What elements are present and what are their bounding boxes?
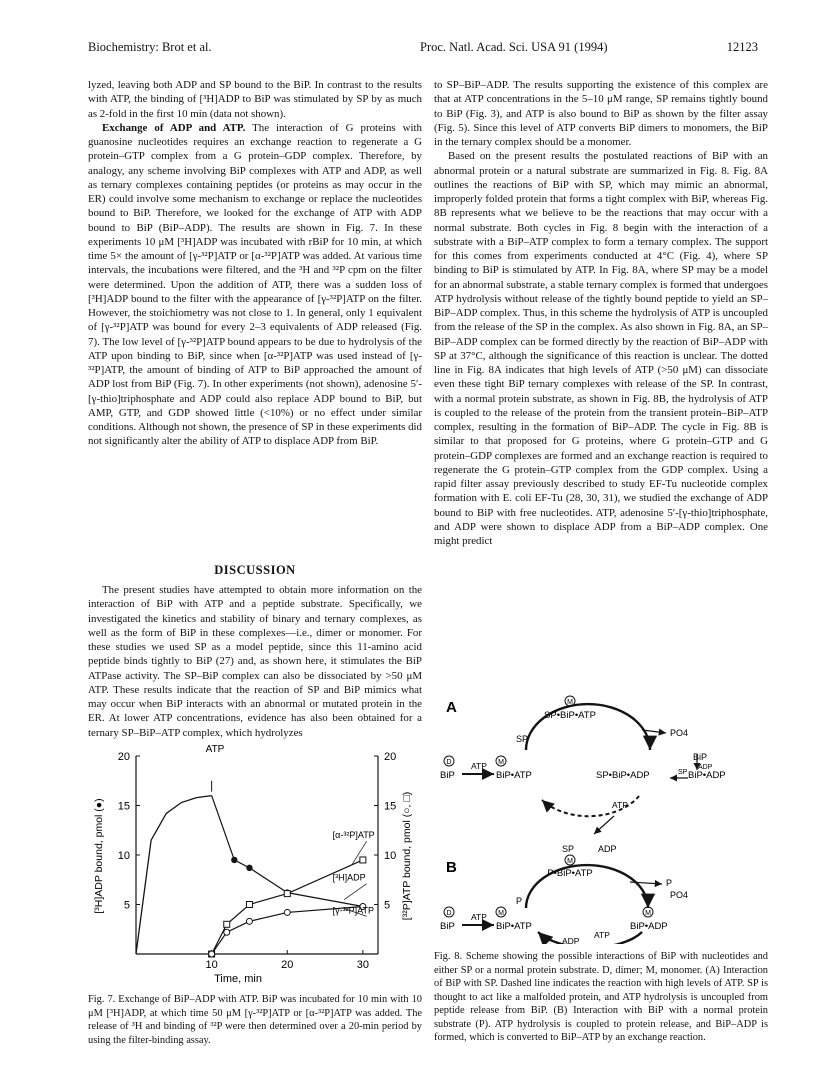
sp-side-label: SP <box>678 769 688 776</box>
page-number: 12123 <box>726 40 758 54</box>
product-po4: PO4 <box>670 890 689 900</box>
data-point-gamma-atp <box>224 929 230 935</box>
run-in-heading: Exchange of ADP and ATP. <box>102 121 246 134</box>
paragraph-text: The interaction of G proteins with guanosine nucleotides requires an exchange reaction to regenerate a G protein–GTP complex from a G protein–GDP complex. Therefore, by analogy, any scheme involving BiP complexes with ATP and ADP, as well as ternary complexes containing peptides (or proteins as may occur in the ER) could involve some mechanism to exchange or replace the nucleotides bound to BiP. Therefore, we looked for the exchange of ATP with ADP bound to BiP (BiP–ADP). The results are shown in Fig. 7. In these experiments 10 μM [³H]ADP was incubated with rBiP for 10 min, at which time 5× the amount of [γ-³²P]ATP or [α-³²P]ATP was added. At various time intervals, the incubations were filtered, and the ³H and ³²P cpm on the filter were determined. Upon the addition of ATP, there was a sudden loss of [³H]ADP bound to the filter with the appearance of [γ-³²P]ATP on the filter. However, the stoichiometry was not close to 1. In general, only 1 equivalent of [γ-³²P]ATP was bound for every 2–3 equivalents of ADP released (Fig. 7). The low level of [γ-³²P]ATP bound appears to be due to hydrolysis of the ATP upon binding to BiP, since when [α-³²P]ATP was used instead of [γ-³²P]ATP, the amount of binding of ATP to BiP approached the amount of ADP lost from BiP (Fig. 7). In other experiments (not shown), adenosine 5′-[γ-thio]triphosphate and ADP could also replace ADP bound to BiP, but AMP, GTP, and GDP showed little (<10%) or no effect under similar conditions. Although not shown, the presence of SP in these experiments did not significantly alter the ability of ATP to displace ADP from BiP. <box>88 121 422 448</box>
data-point-alpha-atp <box>246 902 252 908</box>
figure-8-scheme <box>434 686 768 944</box>
series-label-leader <box>344 884 366 900</box>
marker-m: M <box>498 759 504 766</box>
figure-7-caption: Fig. 7. Exchange of BiP–ADP with ATP. BiP was incubated for 10 min with 10 μM [³H]ADP, at which time 50 μM [γ-³²P]ATP or [α-³²P]ATP was added. The release of ³H and binding of ³²P were then determined over a 20-min period by using the filter-binding assay. <box>88 994 422 1046</box>
data-point-gamma-atp <box>284 909 290 915</box>
paragraph: Based on the present results the postulated reactions of BiP with an abnormal protein or a natural substrate are summarized in Fig. 8. Fig. 8A outlines the reactions of BiP with SP, which may mimic an abnormal, improperly folded protein that forms a tight complex with BiP, whereas Fig. 8B represents what we believe to be the reactions that may occur with a normal substrate. Both cycles in Fig. 8 begin with the interaction of a substrate with a BiP–ATP complex to form a ternary complex. The support for this comes from experiments conducted at 4°C (Fig. 4), where SP binding to BiP is stimulated by ATP. In Fig. 8A, where SP may be a model for an abnormal substrate, a stable ternary complex is formed that undergoes ATP hydrolysis without release of the tightly bound peptide to yield an SP–BiP–ADP complex. Thus, in this scheme the hydrolysis of ATP is uncoupled from the release of the SP in the complex. As also shown in Fig. 8A, an SP–BiP–ADP complex can be formed directly by the reaction of BiP–ADP with SP at 37°C, although the significance of this reaction is unclear. The dotted line in Fig. 8A indicates that high levels of ATP (>50 μM) can dissociate even these tight BiP ternary complexes with release of the SP. In contrast, with a normal protein substrate, as shown in Fig. 8B, the hydrolysis of ATP is coupled to the release of the protein from the transient protein–BiP–ATP complex, resulting in the formation of BiP–ADP. The cycle in Fig. 8B is similar to that proposed for G proteins, where G protein–GTP and G protein–GDP complexes are formed and an exchange reaction is required to regenerate the G protein–GTP complex from the GDP complex. Using a rapid filter assay previously described to study EF-Tu nucleotide complex formation with E. coli EF-Tu (28, 30, 31), we studied the exchange of ADP bound to BiP with free nucleotides. ATP, adenosine 5′-[γ-thio]triphosphate, and ADP were shown to displace ADP from a BiP–ADP complex. One might predict <box>434 150 768 547</box>
data-point-alpha-atp <box>360 857 366 863</box>
fig7-plot <box>118 751 397 971</box>
atp-in-label: ATP <box>594 930 610 940</box>
marker-m: M <box>567 699 573 706</box>
figure-7-chart <box>88 736 422 988</box>
complex-bip-adp: BiP•ADP <box>688 770 726 781</box>
bip-dimer: BiP <box>440 921 455 932</box>
x-axis-label: Time, min <box>214 973 262 985</box>
panel-b <box>440 855 688 944</box>
discussion-column <box>88 583 422 740</box>
x-tick-label: 10 <box>205 959 218 971</box>
marker-m: M <box>567 858 573 865</box>
marker-d: D <box>446 910 452 917</box>
data-point-gamma-atp <box>246 918 252 924</box>
adp-rise-curve <box>136 796 212 954</box>
figure-8-caption: Fig. 8. Scheme showing the possible interactions of BiP with nucleotides and either SP or a normal protein substrate. D, dimer; M, monomer. (A) Interaction of BiP with SP. Dashed line indicates the reaction with high levels of ATP. SP is thought to act like a malfolded protein, and ATP hydrolysis is uncoupled from peptide release from BiP. (B) Interaction with BiP with a normal protein substrate (P). ATP hydrolysis is coupled to protein release, and BiP–ADP is formed, which is converted to BiP–ATP by an exchange reaction. <box>434 951 768 1043</box>
release-arrow <box>594 816 614 834</box>
complex-sp-bip-adp: SP•BiP•ADP <box>596 770 650 781</box>
paragraph: to SP–BiP–ADP. The results supporting the existence of this complex are that at ATP concentrations in the 5–10 μM range, SP remains tightly bound to BiP (Fig. 3), and ATP is also bound to BiP as shown by the filter assay (Fig. 5). Since this level of ATP converts BiP dimers to monomers, the BiP in the ternary complex should be a monomer. <box>434 79 768 148</box>
paragraph: The present studies have attempted to obtain more information on the interaction of BiP with ATP and a peptide substrate. Specifically, we investigated the kinetics and stability of binary and ternary complexes, as well as the form of BiP in these complexes—i.e., dimer or monomer. For these studies we used SP as a model peptide, since this 11-amino acid peptide binds tightly to BiP (27) and, as shown here, it stimulates the BiP ATPase activity. The SP–BiP complex can also be dissociated by >50 μM ATP. These results indicate that the reaction of SP and BiP mimics what may occur when BiP interacts with an abnormal or mutated protein in the ER. At lower ATP concentrations, evidence has also been obtained for a ternary SP–BiP–ATP complex, which hydrolyzes <box>88 584 422 739</box>
product-po4: PO4 <box>670 728 689 738</box>
paragraph <box>88 121 422 449</box>
complex-p-bip-atp: P•BiP•ATP <box>547 868 593 879</box>
complex-bip-atp: BiP•ATP <box>496 770 532 781</box>
x-tick-label: 30 <box>356 959 369 971</box>
data-point-adp <box>246 865 252 871</box>
adp-out-label: ADP <box>562 936 580 944</box>
y-axis-left-label: [³H]ADP bound, pmol (●) <box>93 798 105 914</box>
reactant-atp: ATP <box>471 912 487 922</box>
running-header-right <box>420 40 758 55</box>
adp-side-label: ADP <box>698 764 713 771</box>
complex-bip-adp: BiP•ADP <box>630 921 668 932</box>
data-point-alpha-atp <box>284 891 290 897</box>
released-adp: ADP <box>598 844 617 854</box>
reactant-p: P <box>516 896 523 906</box>
panel-label: B <box>446 859 457 876</box>
y-tick-label-left: 10 <box>117 850 130 862</box>
running-header-left: Biochemistry: Brot et al. <box>88 40 212 54</box>
marker-m: M <box>498 910 504 917</box>
series-label: [³H]ADP <box>332 872 366 883</box>
paragraph: lyzed, leaving both ADP and SP bound to the BiP. In contrast to the results with ATP, the binding of [³H]ADP to BiP was stimulated by SP by as much as 2-fold in the first 10 min (data not shown). <box>88 79 422 120</box>
y-tick-label-right: 15 <box>384 800 397 813</box>
p-release-arrow <box>630 882 662 884</box>
marker-m: M <box>645 910 651 917</box>
journal-citation: Proc. Natl. Acad. Sci. USA 91 (1994) <box>420 40 608 54</box>
section-title: DISCUSSION <box>214 563 296 577</box>
bip-dimer: BiP <box>440 770 455 781</box>
right-column <box>434 78 768 548</box>
series-label: [α-³²P]ATP <box>332 830 375 841</box>
left-column <box>88 78 422 449</box>
complex-bip-atp: BiP•ATP <box>496 921 532 932</box>
y-tick-label-right: 10 <box>384 850 397 862</box>
complex-sp-bip-atp: SP•BiP•ATP <box>544 710 596 721</box>
series-label: [γ-³²P]ATP <box>332 905 374 916</box>
data-point-gamma-atp <box>209 951 215 957</box>
bip-top-label: BiP <box>693 752 708 762</box>
y-tick-label-left: 5 <box>123 899 130 912</box>
panel-label: A <box>446 699 457 716</box>
reactant-sp: SP <box>516 734 529 744</box>
atp-high-label: ATP <box>612 800 628 810</box>
y-tick-label-left: 20 <box>117 751 130 763</box>
marker-d: D <box>446 759 452 766</box>
data-point-alpha-atp <box>224 921 230 927</box>
atp-addition-annotation: ATP <box>205 744 225 755</box>
x-tick-label: 20 <box>281 959 294 971</box>
y-tick-label-left: 15 <box>117 800 130 813</box>
panel-a <box>440 696 726 854</box>
product-p: P <box>666 878 673 888</box>
y-axis-right-label: [³²P]ATP bound, pmol (○, □) <box>401 791 413 921</box>
released-sp: SP <box>562 844 575 854</box>
cycle-arrow-bottom <box>538 932 642 944</box>
y-tick-label-right: 5 <box>384 899 391 912</box>
reactant-atp: ATP <box>471 761 487 771</box>
y-tick-label-right: 20 <box>384 751 397 763</box>
data-point-adp <box>231 857 237 863</box>
